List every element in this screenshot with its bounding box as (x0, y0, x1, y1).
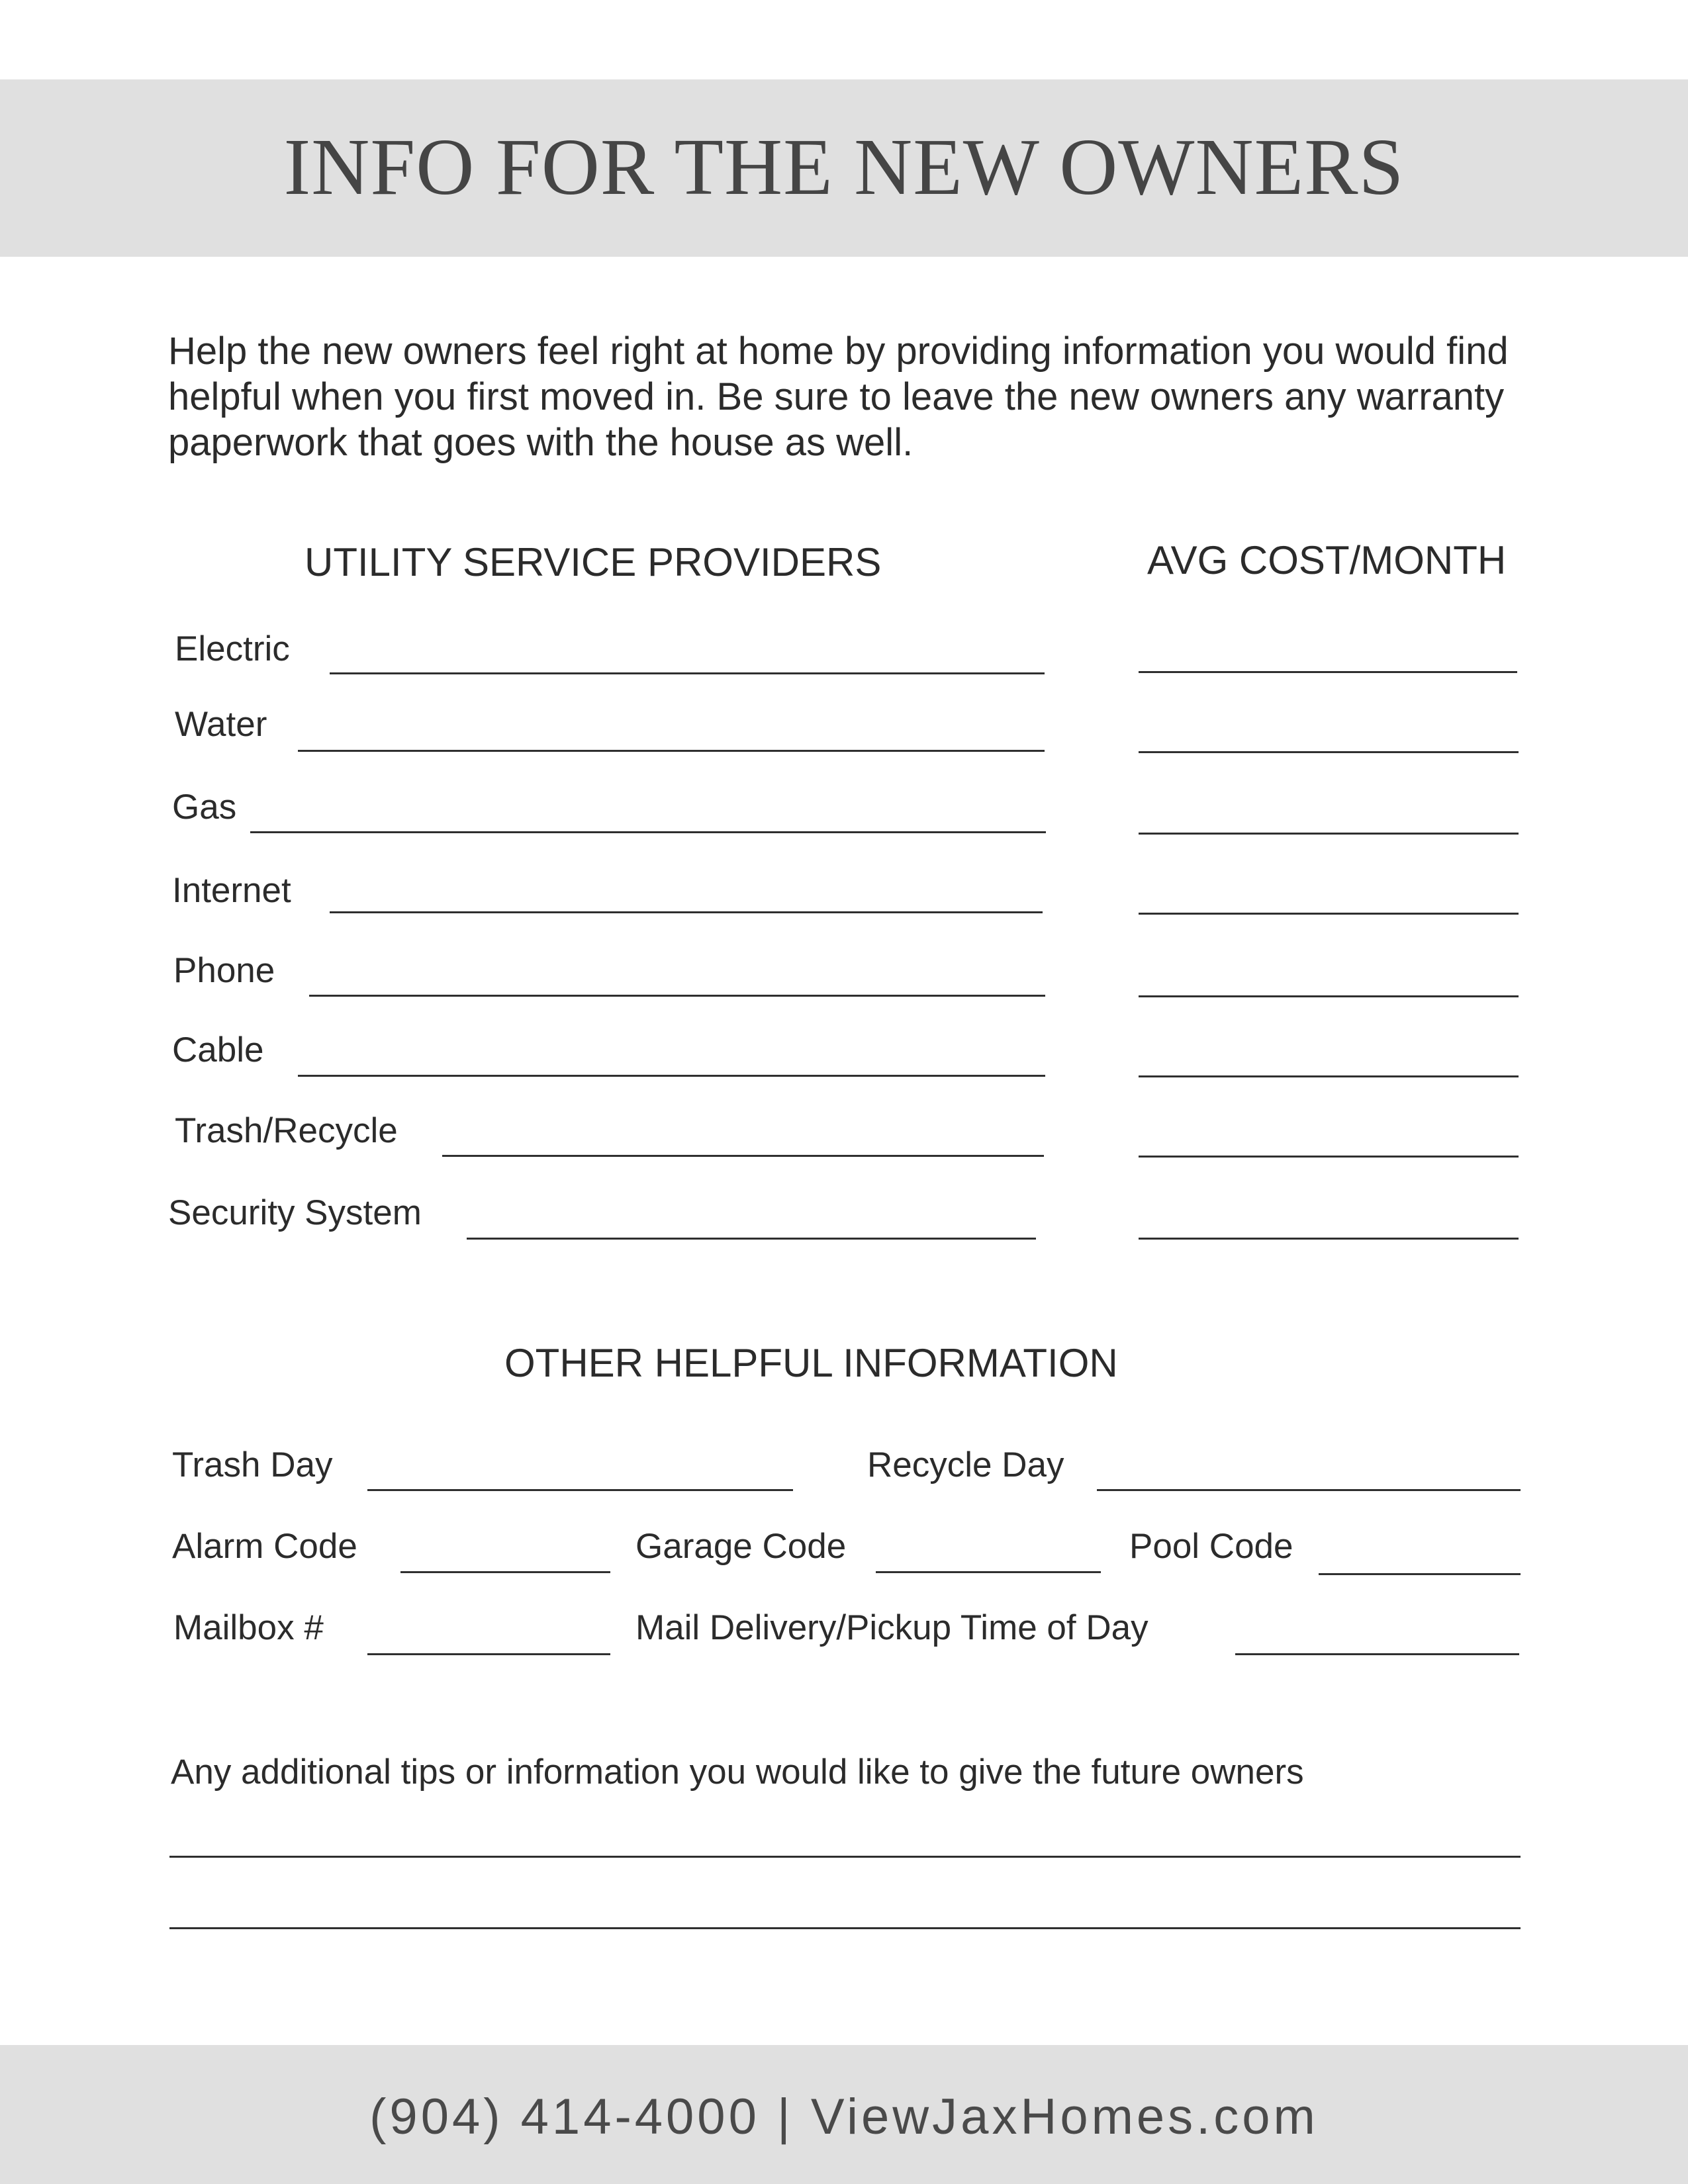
other-heading: OTHER HELPFUL INFORMATION (504, 1341, 1118, 1385)
mailbox-label: Mailbox # (173, 1608, 324, 1647)
alarm-code-field[interactable] (400, 1571, 610, 1573)
utility-field-phone[interactable] (309, 995, 1045, 997)
cost-field-cable[interactable] (1139, 1075, 1519, 1077)
mail-time-field[interactable] (1235, 1653, 1519, 1655)
footer-contact: (904) 414-4000 | ViewJaxHomes.com (369, 2089, 1319, 2145)
cost-field-phone[interactable] (1139, 995, 1519, 997)
utility-field-internet[interactable] (330, 911, 1043, 913)
cost-field-electric[interactable] (1139, 671, 1517, 673)
utility-heading: UTILITY SERVICE PROVIDERS (305, 540, 882, 584)
additional-tips-label: Any additional tips or information you would like to give the future owners (171, 1752, 1304, 1792)
utility-field-gas[interactable] (250, 831, 1046, 833)
recycle-day-field[interactable] (1097, 1489, 1521, 1491)
cost-field-internet[interactable] (1139, 913, 1519, 915)
cost-field-water[interactable] (1139, 751, 1519, 753)
page-title: INFO FOR THE NEW OWNERS (283, 122, 1405, 212)
utility-label-trash-recycle: Trash/Recycle (175, 1111, 398, 1150)
utility-field-security-system[interactable] (467, 1238, 1036, 1240)
utility-label-water: Water (175, 705, 267, 744)
cost-field-trash-recycle[interactable] (1139, 1156, 1519, 1158)
cost-heading: AVG COST/MONTH (1147, 538, 1507, 582)
utility-label-internet: Internet (172, 871, 291, 910)
utility-field-cable[interactable] (298, 1075, 1045, 1077)
mailbox-field[interactable] (367, 1653, 610, 1655)
intro-text: Help the new owners feel right at home by providing information you would find helpful when you first moved in. Be sure to leave the new owners any warranty paperwork that goes with the house as well. (168, 330, 1509, 464)
garage-code-field[interactable] (876, 1571, 1101, 1573)
utility-field-trash-recycle[interactable] (442, 1155, 1044, 1157)
alarm-code-label: Alarm Code (172, 1527, 357, 1566)
utility-label-electric: Electric (175, 629, 290, 668)
additional-tips-line-1[interactable] (169, 1856, 1521, 1858)
utility-field-water[interactable] (298, 750, 1045, 752)
cost-field-security-system[interactable] (1139, 1238, 1519, 1240)
pool-code-label: Pool Code (1129, 1527, 1293, 1566)
utility-label-security-system: Security System (168, 1193, 422, 1232)
trash-day-field[interactable] (367, 1489, 793, 1491)
recycle-day-label: Recycle Day (867, 1445, 1064, 1484)
utility-label-cable: Cable (172, 1030, 264, 1069)
utility-label-gas: Gas (172, 788, 237, 827)
pool-code-field[interactable] (1319, 1573, 1521, 1575)
additional-tips-line-2[interactable] (169, 1927, 1521, 1929)
garage-code-label: Garage Code (635, 1527, 847, 1566)
trash-day-label: Trash Day (172, 1445, 333, 1484)
utility-field-electric[interactable] (330, 672, 1045, 674)
cost-field-gas[interactable] (1139, 833, 1519, 835)
utility-label-phone: Phone (173, 951, 275, 990)
mail-time-label: Mail Delivery/Pickup Time of Day (635, 1608, 1149, 1647)
